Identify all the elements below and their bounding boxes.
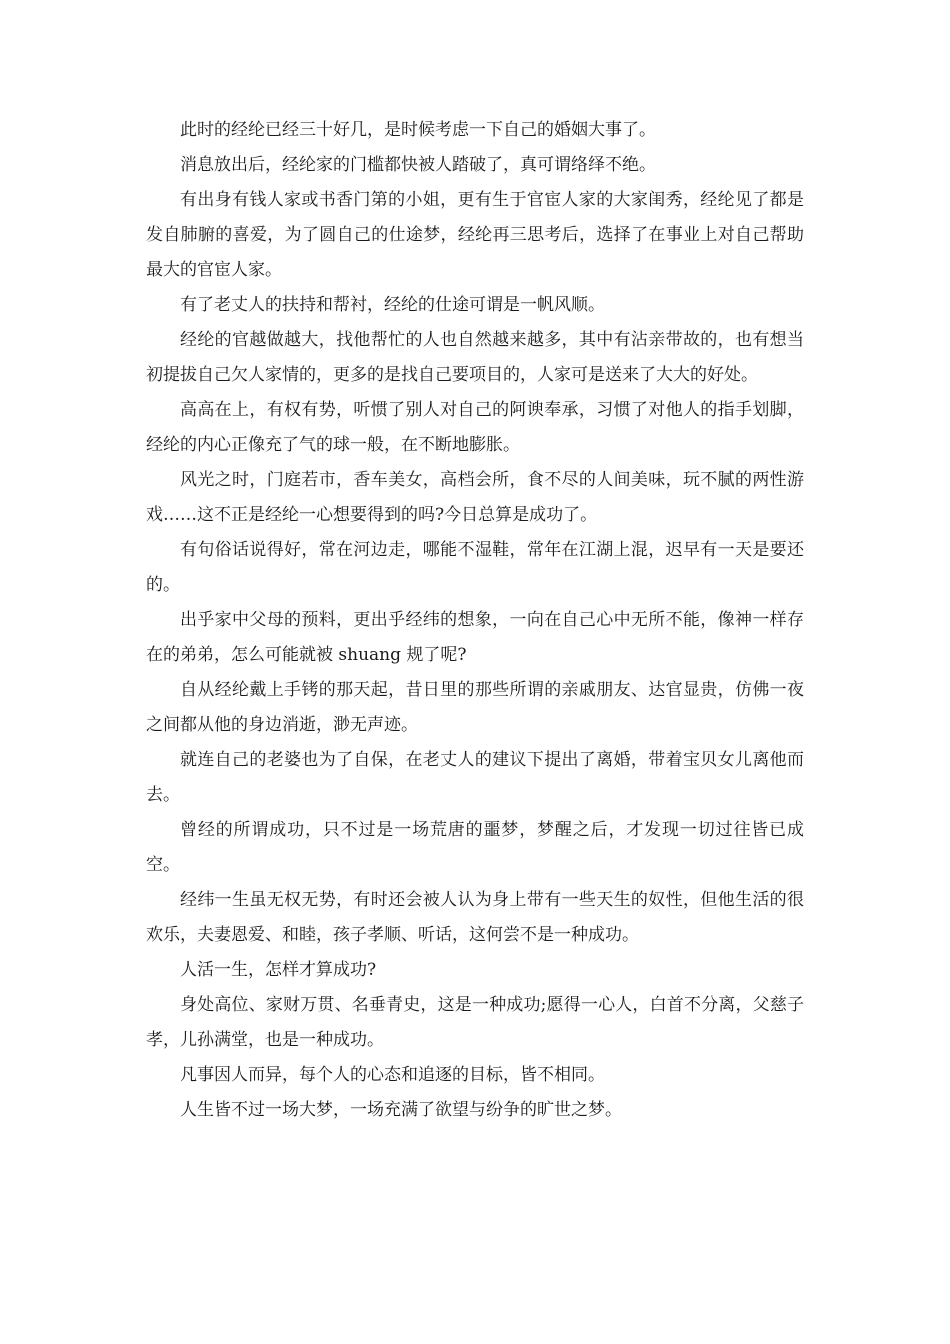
- paragraph: 曾经的所谓成功，只不过是一场荒唐的噩梦，梦醒之后，才发现一切过往皆已成空。: [146, 820, 804, 875]
- paragraph: 有句俗话说得好，常在河边走，哪能不湿鞋，常年在江湖上混，迟早有一天是要还的。: [146, 540, 804, 595]
- paragraph: 人活一生，怎样才算成功?: [180, 960, 377, 980]
- paragraph: 自从经纶戴上手铐的那天起，昔日里的那些所谓的亲戚朋友、达官显贵，仿佛一夜之间都从他的身边消逝，渺无声迹。: [146, 680, 804, 735]
- paragraph: 经纬一生虽无权无势，有时还会被人认为身上带有一些天生的奴性，但他生活的很欢乐，夫妻恩爱、和睦，孩子孝顺、听话，这何尝不是一种成功。: [146, 890, 804, 945]
- paragraph: 高高在上，有权有势，听惯了别人对自己的阿谀奉承，习惯了对他人的指手划脚，经纶的内心正像充了气的球一般，在不断地膨胀。: [146, 400, 804, 455]
- paragraph: 有了老丈人的扶持和帮衬，经纶的仕途可谓是一帆风顺。: [180, 295, 605, 315]
- paragraph: 经纶的官越做越大，找他帮忙的人也自然越来越多，其中有沾亲带故的，也有想当初提拔自己欠人家情的，更多的是找自己要项目的，人家可是送来了大大的好处。: [146, 330, 804, 385]
- document-body: [146, 113, 804, 1128]
- paragraph: 风光之时，门庭若市，香车美女，高档会所，食不尽的人间美味，玩不腻的两性游戏……这不正是经纶一心想要得到的吗?今日总算是成功了。: [146, 470, 804, 525]
- paragraph: 身处高位、家财万贯、名垂青史，这是一种成功;愿得一心人，白首不分离，父慈子孝，儿孙满堂，也是一种成功。: [146, 995, 804, 1050]
- paragraph: 有出身有钱人家或书香门第的小姐，更有生于官宦人家的大家闺秀，经纶见了都是发自肺腑的喜爱，为了圆自己的仕途梦，经纶再三思考后，选择了在事业上对自己帮助最大的官宦人家。: [146, 190, 804, 280]
- paragraph: 凡事因人而异，每个人的心态和追逐的目标，皆不相同。: [180, 1065, 605, 1085]
- paragraph: 出乎家中父母的预料，更出乎经纬的想象，一向在自己心中无所不能，像神一样存在的弟弟，怎么可能就被 shuang 规了呢?: [146, 610, 804, 665]
- paragraph: 就连自己的老婆也为了自保，在老丈人的建议下提出了离婚，带着宝贝女儿离他而去。: [146, 750, 804, 805]
- paragraph: 人生皆不过一场大梦，一场充满了欲望与纷争的旷世之梦。: [180, 1100, 622, 1120]
- paragraph: 消息放出后，经纶家的门槛都快被人踏破了，真可谓络绎不绝。: [180, 155, 656, 175]
- paragraph: 此时的经纶已经三十好几，是时候考虑一下自己的婚姻大事了。: [180, 120, 656, 140]
